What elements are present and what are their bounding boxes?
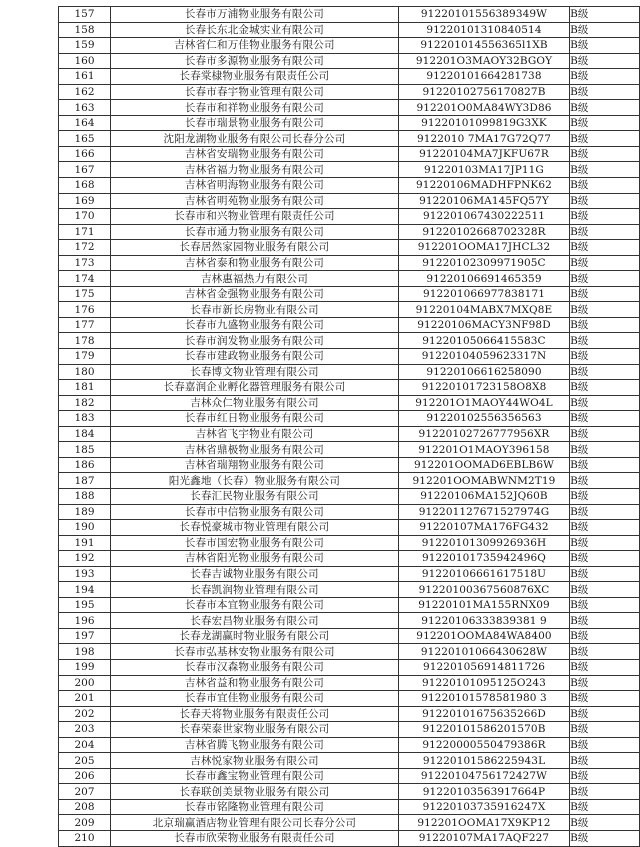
company-name: 沈阳龙湖物业服务有限公司长春分公司 — [111, 131, 399, 147]
credit-code: 91220101309926936H — [398, 535, 569, 551]
credit-code: 91220105066415583C — [398, 333, 569, 349]
table-row — [59, 426, 640, 442]
rating-level: B级 — [570, 768, 640, 784]
rating-level: B级 — [570, 193, 640, 209]
credit-code: 91220106616258090 — [398, 364, 569, 380]
row-number: 166 — [59, 146, 111, 162]
company-name: 长春凯润物业管理有限公司 — [111, 582, 399, 598]
row-number: 167 — [59, 162, 111, 178]
credit-code: 91220101675635266D — [398, 706, 569, 722]
rating-level: B级 — [570, 582, 640, 598]
company-name: 吉林省泰和物业服务有限公司 — [111, 255, 399, 271]
table-row — [59, 349, 640, 365]
rating-level: B级 — [570, 271, 640, 287]
row-number: 209 — [59, 815, 111, 831]
row-number: 170 — [59, 209, 111, 225]
rating-level: B级 — [570, 753, 640, 769]
row-number: 165 — [59, 131, 111, 147]
credit-code: 912201066977838171 — [398, 286, 569, 302]
company-name: 长春市鑫宝物业管理有限公司 — [111, 768, 399, 784]
rating-level: B级 — [570, 131, 640, 147]
row-number: 202 — [59, 706, 111, 722]
row-number: 180 — [59, 364, 111, 380]
row-number: 204 — [59, 737, 111, 753]
rating-level: B级 — [570, 349, 640, 365]
rating-level: B级 — [570, 597, 640, 613]
credit-code: 91220106MA145FQ57Y — [398, 193, 569, 209]
table-row — [59, 520, 640, 536]
row-number: 174 — [59, 271, 111, 287]
table-row — [59, 737, 640, 753]
rating-level: B级 — [570, 706, 640, 722]
company-name: 吉林省仁和万佳物业服务有限公司 — [111, 38, 399, 54]
credit-code: 91220104MABX7MXQ8E — [398, 302, 569, 318]
table-row — [59, 22, 640, 38]
company-name: 北京瑞赢酒店物业管理有限公司长春分公司 — [111, 815, 399, 831]
table-row — [59, 162, 640, 178]
rating-level: B级 — [570, 224, 640, 240]
row-number: 169 — [59, 193, 111, 209]
row-number: 157 — [59, 7, 111, 23]
company-name: 长春居然家园物业服务有限公司 — [111, 240, 399, 256]
table-row — [59, 271, 640, 287]
credit-code: 91220101735942496Q — [398, 551, 569, 567]
rating-level: B级 — [570, 722, 640, 738]
rating-level: B级 — [570, 302, 640, 318]
company-name: 长春市铭隆物业管理有限公司 — [111, 799, 399, 815]
row-number: 184 — [59, 426, 111, 442]
table-row — [59, 722, 640, 738]
company-name: 阳光鑫地（长春）物业服务有限公司 — [111, 473, 399, 489]
table-row — [59, 255, 640, 271]
credit-code: 91220102668702328R — [398, 224, 569, 240]
table-row — [59, 178, 640, 194]
company-name: 长春市欣荣物业服务有限责任公司 — [111, 830, 399, 846]
table-row — [59, 457, 640, 473]
company-name: 长春市通力物业服务有限公司 — [111, 224, 399, 240]
rating-level: B级 — [570, 53, 640, 69]
row-number: 178 — [59, 333, 111, 349]
credit-code: 91220101310840514 — [398, 22, 569, 38]
company-name: 吉林省鼎极物业服务有限公司 — [111, 442, 399, 458]
row-number: 196 — [59, 613, 111, 629]
row-number: 200 — [59, 675, 111, 691]
company-name: 吉林省腾飞物业服务有限公司 — [111, 737, 399, 753]
credit-code: 91220106661617518U — [398, 566, 569, 582]
credit-code: 91220100367560876XC — [398, 582, 569, 598]
rating-level: B级 — [570, 442, 640, 458]
company-name: 吉林省福力物业服务有限公司 — [111, 162, 399, 178]
credit-code: 9122010 7MA17G72Q77 — [398, 131, 569, 147]
row-number: 171 — [59, 224, 111, 240]
credit-code: 912201OOMAD6EBLB6W — [398, 457, 569, 473]
rating-level: B级 — [570, 38, 640, 54]
rating-level: B级 — [570, 69, 640, 85]
rating-level: B级 — [570, 333, 640, 349]
company-name: 长春吉诚物业服务有限公司 — [111, 566, 399, 582]
table-row — [59, 317, 640, 333]
credit-code: 912201OOMABWNM2T19 — [398, 473, 569, 489]
row-number: 192 — [59, 551, 111, 567]
row-number: 160 — [59, 53, 111, 69]
credit-code: 91220106MACY3NF98D — [398, 317, 569, 333]
row-number: 190 — [59, 520, 111, 536]
rating-level: B级 — [570, 22, 640, 38]
table-row — [59, 830, 640, 846]
company-name: 长春长东北金城实业有限公司 — [111, 22, 399, 38]
credit-code: 912201O3MAOY32BGOY — [398, 53, 569, 69]
row-number: 206 — [59, 768, 111, 784]
table-row — [59, 597, 640, 613]
table-row — [59, 131, 640, 147]
row-number: 175 — [59, 286, 111, 302]
table-row — [59, 240, 640, 256]
table-row — [59, 799, 640, 815]
credit-code: 91220101586225943L — [398, 753, 569, 769]
rating-level: B级 — [570, 566, 640, 582]
rating-level: B级 — [570, 255, 640, 271]
table-row — [59, 473, 640, 489]
company-name: 长春市国宏物业服务有限公司 — [111, 535, 399, 551]
rating-level: B级 — [570, 815, 640, 831]
table-row — [59, 753, 640, 769]
table-row — [59, 675, 640, 691]
rating-level: B级 — [570, 473, 640, 489]
company-name: 长春市瑞景物业服务有限公司 — [111, 115, 399, 131]
company-name: 吉林省明苑物业服务有限公司 — [111, 193, 399, 209]
rating-level: B级 — [570, 317, 640, 333]
company-name: 吉林众仁物业服务有限公司 — [111, 395, 399, 411]
row-number: 179 — [59, 349, 111, 365]
row-number: 191 — [59, 535, 111, 551]
row-number: 162 — [59, 84, 111, 100]
credit-code: 91220102756170827B — [398, 84, 569, 100]
rating-level: B级 — [570, 659, 640, 675]
table-row — [59, 691, 640, 707]
company-name: 长春市中信物业服务有限公司 — [111, 504, 399, 520]
company-name: 长春市多源物业服务有限公司 — [111, 53, 399, 69]
table-row — [59, 146, 640, 162]
enterprise-rating-table — [58, 6, 640, 847]
row-number: 161 — [59, 69, 111, 85]
company-name: 长春宏昌物业服务有限公司 — [111, 613, 399, 629]
credit-code: 912201OOMA17JHCL32 — [398, 240, 569, 256]
table-row — [59, 488, 640, 504]
row-number: 210 — [59, 830, 111, 846]
rating-level: B级 — [570, 426, 640, 442]
credit-code: 91220104756172427W — [398, 768, 569, 784]
rating-level: B级 — [570, 504, 640, 520]
rating-level: B级 — [570, 551, 640, 567]
company-name: 吉林省金强物业服务有限公司 — [111, 286, 399, 302]
company-name: 长春市新长房物业有限公司 — [111, 302, 399, 318]
credit-code: 91220106691465359 — [398, 271, 569, 287]
credit-code: 91220103MA17JP11G — [398, 162, 569, 178]
rating-level: B级 — [570, 644, 640, 660]
table-row — [59, 613, 640, 629]
row-number: 182 — [59, 395, 111, 411]
company-name: 吉林省瑞翔物业服务有限公司 — [111, 457, 399, 473]
credit-code: 912201OOMA84WA8400 — [398, 628, 569, 644]
row-number: 168 — [59, 178, 111, 194]
table-row — [59, 209, 640, 225]
row-number: 164 — [59, 115, 111, 131]
row-number: 163 — [59, 100, 111, 116]
table-row — [59, 100, 640, 116]
company-name: 长春市红日物业服务有限公司 — [111, 411, 399, 427]
credit-code: 91220107MA17AQF227 — [398, 830, 569, 846]
credit-code: 91220101586201570B — [398, 722, 569, 738]
credit-code: 912201056914811726 — [398, 659, 569, 675]
row-number: 193 — [59, 566, 111, 582]
row-number: 201 — [59, 691, 111, 707]
credit-code: 91220106MA152JQ60B — [398, 488, 569, 504]
rating-level: B级 — [570, 535, 640, 551]
row-number: 195 — [59, 597, 111, 613]
rating-level: B级 — [570, 395, 640, 411]
rating-level: B级 — [570, 364, 640, 380]
rating-level: B级 — [570, 240, 640, 256]
company-name: 长春市九盛物业服务有限公司 — [111, 317, 399, 333]
company-name: 长春市万浦物业服务有限公司 — [111, 7, 399, 23]
company-name: 长春嘉润企业孵化器管理服务有限公司 — [111, 380, 399, 396]
row-number: 177 — [59, 317, 111, 333]
table-row — [59, 7, 640, 23]
company-name: 长春市和兴物业管理有限责任公司 — [111, 209, 399, 225]
row-number: 159 — [59, 38, 111, 54]
row-number: 185 — [59, 442, 111, 458]
credit-code: 91220106333839381 9 — [398, 613, 569, 629]
rating-level: B级 — [570, 488, 640, 504]
credit-code: 91220101723158O8X8 — [398, 380, 569, 396]
rating-level: B级 — [570, 84, 640, 100]
table-row — [59, 395, 640, 411]
credit-code: 91220106MADHFPNK62 — [398, 178, 569, 194]
company-name: 长春市汉森物业服务有限公司 — [111, 659, 399, 675]
rating-level: B级 — [570, 799, 640, 815]
rating-level: B级 — [570, 628, 640, 644]
rating-level: B级 — [570, 178, 640, 194]
table-row — [59, 551, 640, 567]
company-name: 吉林省明海物业服务有限公司 — [111, 178, 399, 194]
row-number: 199 — [59, 659, 111, 675]
row-number: 205 — [59, 753, 111, 769]
row-number: 176 — [59, 302, 111, 318]
row-number: 207 — [59, 784, 111, 800]
rating-level: B级 — [570, 286, 640, 302]
row-number: 172 — [59, 240, 111, 256]
credit-code: 91220000550479386R — [398, 737, 569, 753]
company-name: 吉林省飞宇物业有限公司 — [111, 426, 399, 442]
company-name: 长春市建政物业服务有限公司 — [111, 349, 399, 365]
rating-level: B级 — [570, 457, 640, 473]
row-number: 189 — [59, 504, 111, 520]
rating-level: B级 — [570, 100, 640, 116]
credit-code: 91220101095125O243 — [398, 675, 569, 691]
credit-code: 912201OOMA17X9KP12 — [398, 815, 569, 831]
table-row — [59, 193, 640, 209]
rating-level: B级 — [570, 380, 640, 396]
rating-level: B级 — [570, 7, 640, 23]
credit-code: 912201014556365l1XB — [398, 38, 569, 54]
company-name: 吉林惠福热力有限公司 — [111, 271, 399, 287]
row-number: 194 — [59, 582, 111, 598]
table-row — [59, 706, 640, 722]
rating-level: B级 — [570, 613, 640, 629]
table-row — [59, 115, 640, 131]
credit-code: 91220101556389349W — [398, 7, 569, 23]
company-name: 长春市和祥物业服务有限公司 — [111, 100, 399, 116]
credit-code: 91220107MA176FG432 — [398, 520, 569, 536]
company-name: 长春博文物业管理有限公司 — [111, 364, 399, 380]
credit-code: 91220102556356563 — [398, 411, 569, 427]
table-row — [59, 224, 640, 240]
company-name: 长春市春宇物业管理有限公司 — [111, 84, 399, 100]
rating-level: B级 — [570, 209, 640, 225]
table-row — [59, 659, 640, 675]
row-number: 186 — [59, 457, 111, 473]
row-number: 173 — [59, 255, 111, 271]
company-name: 长春市宜佳物业服务有限公司 — [111, 691, 399, 707]
rating-level: B级 — [570, 146, 640, 162]
row-number: 187 — [59, 473, 111, 489]
row-number: 158 — [59, 22, 111, 38]
credit-code: 91220104059623317N — [398, 349, 569, 365]
rating-level: B级 — [570, 675, 640, 691]
row-number: 198 — [59, 644, 111, 660]
row-number: 181 — [59, 380, 111, 396]
row-number: 183 — [59, 411, 111, 427]
credit-code: 912201O1MAOY44WO4L — [398, 395, 569, 411]
table-row — [59, 644, 640, 660]
table-row — [59, 442, 640, 458]
credit-code: 91220101664281738 — [398, 69, 569, 85]
company-name: 长春汇民物业服务有限公司 — [111, 488, 399, 504]
company-name: 长春荣泰世家物业服务有限公司 — [111, 722, 399, 738]
rating-level: B级 — [570, 411, 640, 427]
credit-code: 912201127671527974G — [398, 504, 569, 520]
credit-code: 91220101066430628W — [398, 644, 569, 660]
company-name: 吉林悦家物业服务有限公司 — [111, 753, 399, 769]
table-row — [59, 69, 640, 85]
table-row — [59, 504, 640, 520]
credit-code: 912201067430222511 — [398, 209, 569, 225]
table-row — [59, 286, 640, 302]
credit-code: 912201O0MA84WY3D86 — [398, 100, 569, 116]
credit-code: 91220104MA7JKFU67R — [398, 146, 569, 162]
company-name: 吉林省安瑞物业服务有限公司 — [111, 146, 399, 162]
company-name: 长春联创美景物业服务有限公司 — [111, 784, 399, 800]
company-name: 长春市润发物业服务有限公司 — [111, 333, 399, 349]
table-row — [59, 380, 640, 396]
table-body — [59, 7, 640, 847]
table-row — [59, 302, 640, 318]
company-name: 长春市本宜物业服务有限公司 — [111, 597, 399, 613]
row-number: 197 — [59, 628, 111, 644]
company-name: 吉林省益和物业服务有限公司 — [111, 675, 399, 691]
table-row — [59, 628, 640, 644]
credit-code: 912201O1MAOY396158 — [398, 442, 569, 458]
table-row — [59, 333, 640, 349]
table-row — [59, 38, 640, 54]
table-row — [59, 364, 640, 380]
table-row — [59, 815, 640, 831]
company-name: 长春棠棣物业服务有限责任公司 — [111, 69, 399, 85]
company-name: 长春龙湖赢时物业服务有限公司 — [111, 628, 399, 644]
company-name: 长春悦豪城市物业管理有限公司 — [111, 520, 399, 536]
rating-level: B级 — [570, 115, 640, 131]
table-row — [59, 784, 640, 800]
credit-code: 91220101099819G3XK — [398, 115, 569, 131]
rating-level: B级 — [570, 784, 640, 800]
row-number: 203 — [59, 722, 111, 738]
rating-level: B级 — [570, 162, 640, 178]
company-name: 长春市弘基林安物业服务有限公司 — [111, 644, 399, 660]
credit-code: 91220103563917664P — [398, 784, 569, 800]
rating-level: B级 — [570, 737, 640, 753]
credit-code: 91220102726777956XR — [398, 426, 569, 442]
company-name: 吉林省阳光物业服务有限公司 — [111, 551, 399, 567]
table-row — [59, 535, 640, 551]
rating-level: B级 — [570, 520, 640, 536]
table-row — [59, 411, 640, 427]
company-name: 长春天将物业服务有限责任公司 — [111, 706, 399, 722]
table-row — [59, 84, 640, 100]
rating-level: B级 — [570, 691, 640, 707]
table-row — [59, 768, 640, 784]
rating-level: B级 — [570, 830, 640, 846]
row-number: 208 — [59, 799, 111, 815]
table-row — [59, 53, 640, 69]
credit-code: 91220103735916247X — [398, 799, 569, 815]
credit-code: 91220101578581980 3 — [398, 691, 569, 707]
credit-code: 91220101MA155RNX09 — [398, 597, 569, 613]
table-row — [59, 582, 640, 598]
table-row — [59, 566, 640, 582]
row-number: 188 — [59, 488, 111, 504]
credit-code: 91220102309971905C — [398, 255, 569, 271]
